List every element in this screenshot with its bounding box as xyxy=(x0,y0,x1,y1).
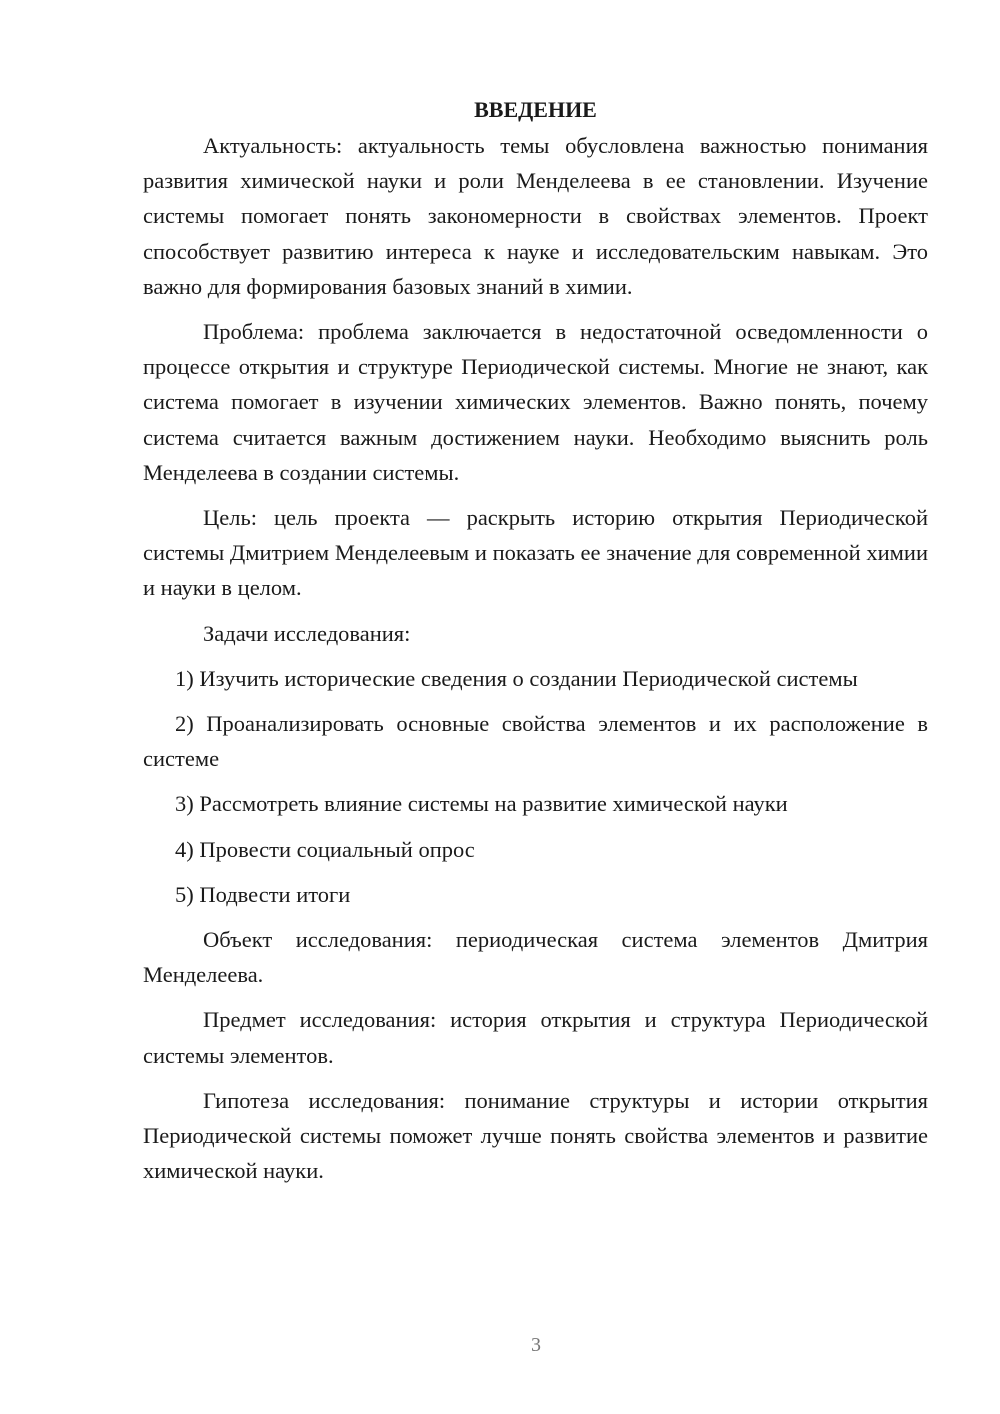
paragraph-subject: Предмет исследования: история открытия и структура Периодической системы элементов. xyxy=(143,1007,928,1068)
paragraph-relevance: Актуальность: актуальность темы обусловлена важностью понимания развития химической науки и роли Менделеева в ее становлении. Изучение системы помогает понять закономерности в свойствах элементов. Проект способствует развитию интереса к науке и исследовательским навыкам. Это важно для формирования базовых знаний в химии. xyxy=(143,133,928,299)
tasks-heading: Задачи исследования: xyxy=(203,620,411,646)
document-page xyxy=(143,94,928,1188)
page-number: 3 xyxy=(531,1334,541,1356)
task-item: 4) Провести социальный опрос xyxy=(175,836,475,862)
task-item: 3) Рассмотреть влияние системы на развитие химической науки xyxy=(175,791,788,817)
section-title: ВВЕДЕНИЕ xyxy=(474,97,597,122)
paragraph-object: Объект исследования: периодическая система элементов Дмитрия Менделеева. xyxy=(143,927,928,988)
paragraph-hypothesis: Гипотеза исследования: понимание структуры и истории открытия Периодической системы поможет лучше понять свойства элементов и развитие химической науки. xyxy=(143,1087,928,1184)
task-item: 1) Изучить исторические сведения о создании Периодической системы xyxy=(175,665,858,691)
task-item: 5) Подвести итоги xyxy=(175,881,351,907)
task-item: 2) Проанализировать основные свойства элементов и их расположение в системе xyxy=(143,711,928,772)
paragraph-goal: Цель: цель проекта — раскрыть историю открытия Периодической системы Дмитрием Менделеевым и показать ее значение для современной химии и науки в целом. xyxy=(143,505,928,601)
tasks-list xyxy=(143,661,928,912)
paragraph-problem: Проблема: проблема заключается в недостаточной осведомленности о процессе открытия и структуре Периодической системы. Многие не знают, как система помогает в изучении химических элементов. Важно понять, почему система считается важным достижением науки. Необходимо выяснить роль Менделеева в создании системы. xyxy=(143,319,928,485)
